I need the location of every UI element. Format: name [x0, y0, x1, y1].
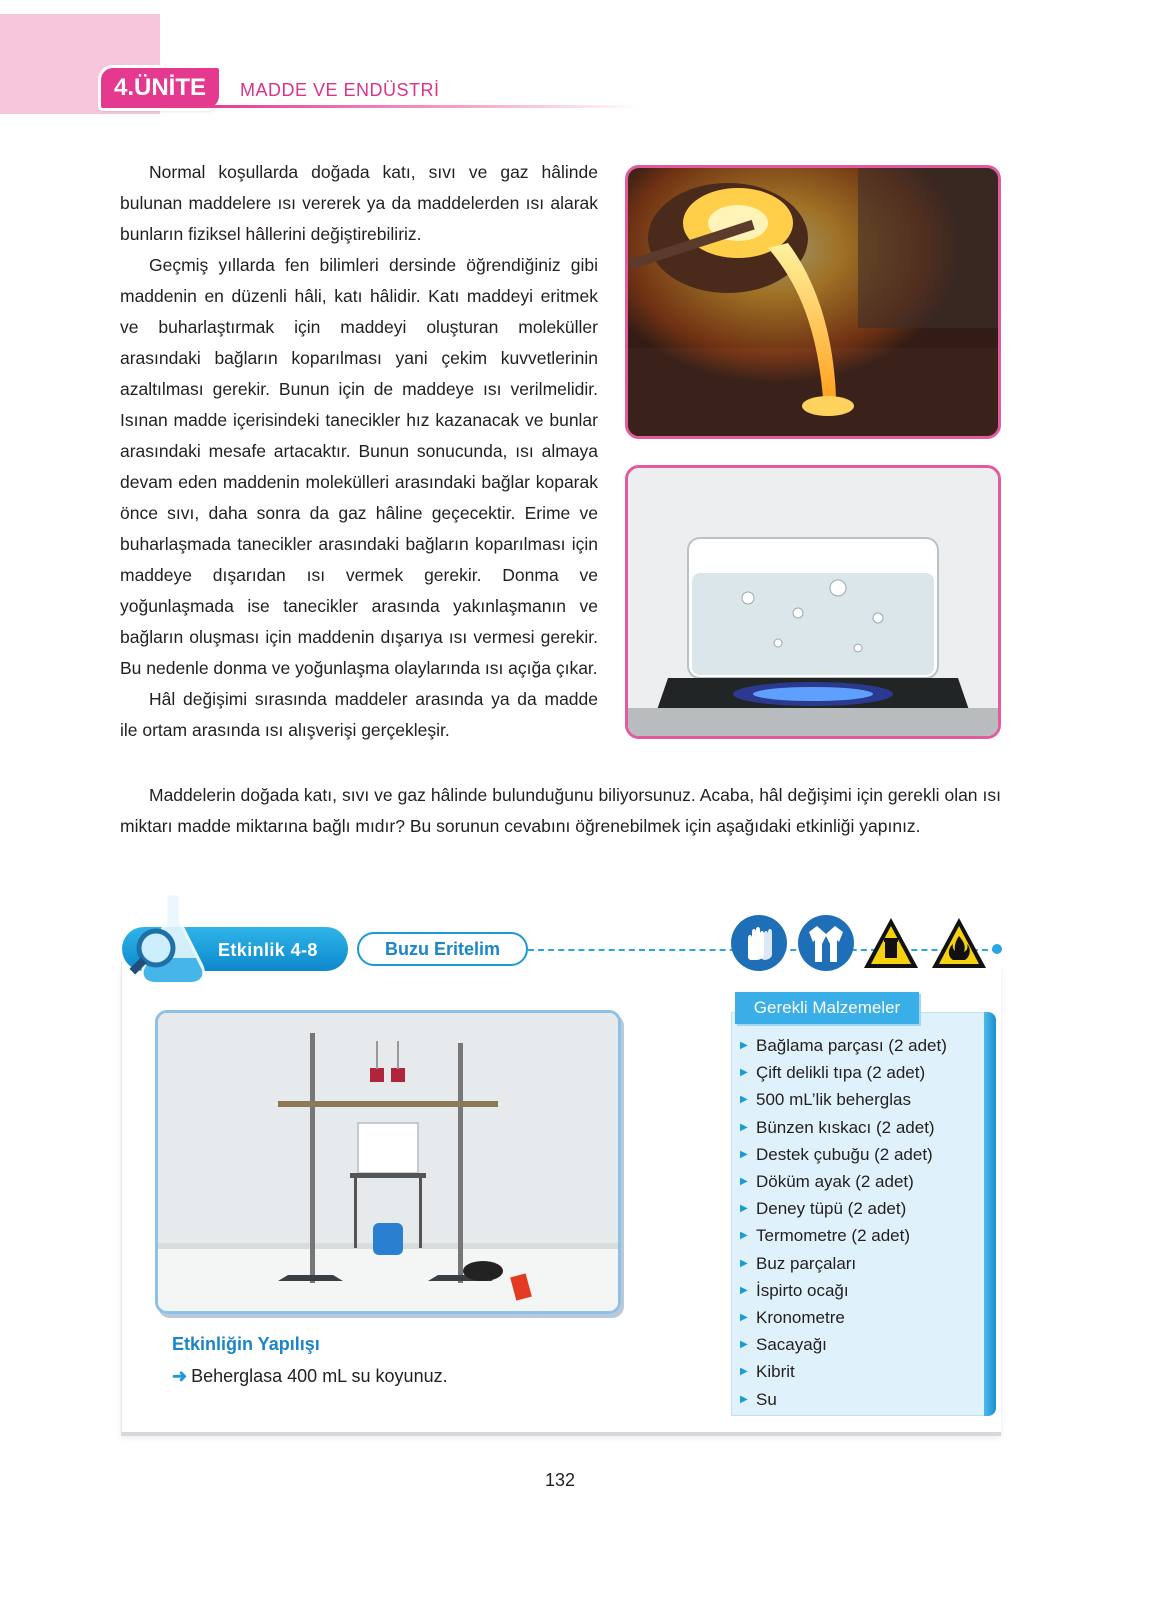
list-item: ▶ Kibrit [740, 1358, 947, 1385]
lab-coat-icon [797, 914, 855, 972]
activity-label: Etkinlik 4-8 [218, 940, 318, 960]
materials-title: Gerekli Malzemeler [735, 992, 919, 1024]
list-item: ▶ Buz parçaları [740, 1250, 947, 1277]
unit-badge: 4.ÜNİTE [101, 68, 219, 108]
header-divider [200, 105, 640, 108]
flammable-warning-icon [930, 914, 988, 972]
procedure-title: Etkinliğin Yapılışı [172, 1334, 320, 1354]
unit-title: MADDE VE ENDÜSTRİ [240, 80, 440, 100]
list-item: ▶ Termometre (2 adet) [740, 1222, 947, 1249]
bullet-icon: ▶ [740, 1121, 748, 1133]
bullet-icon: ▶ [740, 1284, 748, 1296]
dashed-divider-end [992, 944, 1002, 954]
toxic-warning-icon [862, 914, 920, 972]
list-item: ▶ Deney tüpü (2 adet) [740, 1195, 947, 1222]
lab-setup-photo [155, 1010, 621, 1314]
body-text-column [120, 157, 598, 746]
list-item: ▶ Bünzen kıskacı (2 adet) [740, 1114, 947, 1141]
flask-magnifier-icon [118, 888, 238, 988]
bullet-icon: ▶ [740, 1393, 748, 1405]
procedure-step-text: Beherglasa 400 mL su koyunuz. [191, 1366, 448, 1386]
gloves-icon [730, 914, 788, 972]
paragraph: Maddelerin doğada katı, sıvı ve gaz hâlinde bulunduğunu biliyorsunuz. Acaba, hâl değişimi için gerekli olan ısı miktarı madde miktarına bağlı mıdır? Bu sorunun cevabını öğrenebilmek için aşağıdaki etkinliği yapınız. [120, 785, 1001, 836]
bullet-icon: ▶ [740, 1257, 748, 1269]
bullet-icon: ▶ [740, 1148, 748, 1160]
bullet-icon: ▶ [740, 1203, 748, 1215]
procedure-step [172, 1366, 448, 1387]
bullet-icon: ▶ [740, 1230, 748, 1242]
list-item: ▶ Çift delikli tıpa (2 adet) [740, 1059, 947, 1086]
materials-panel-accent [984, 1012, 996, 1416]
bullet-icon: ▶ [740, 1040, 748, 1051]
paragraph: Geçmiş yıllarda fen bilimleri dersinde öğrendiğiniz gibi maddenin en düzenli hâli, katı hâlidir. Katı maddeyi eritmek ve buharlaştırmak için maddeyi oluşturan moleküller arasındaki bağların koparılması yani çekim kuvvetlerinin azaltılması gerekir. Bunun için de maddeye ısı verilmelidir. Isınan madde içerisindeki tanecikler hız kazanacak ve bunlar arasındaki mesafe artacaktır. Bunun sonucunda, ısı almaya devam eden maddenin molekülleri arasındaki bağlar koparak önce sıvı, daha sonra da gaz hâline geçecektir. Erime ve buharlaşmada tanecikler arasındaki bağların koparılması için maddeye dışarıdan ısı vermek gerekir. Donma ve yoğunlaşmada ise tanecikler arasında yakınlaşmanın ve bağların oluşması için maddenin dışarıya ısı vermesi gerekir. Bu nedenle donma ve yoğunlaşma olaylarında ısı açığa çıkar. [120, 255, 598, 678]
list-item: ▶ Su [740, 1386, 947, 1413]
list-item: ▶ Sacayağı [740, 1331, 947, 1358]
bullet-icon: ▶ [740, 1067, 748, 1079]
arrow-right-icon: ➜ [172, 1366, 188, 1386]
paragraph: Hâl değişimi sırasında maddeler arasında ya da madde ile ortam arasında ısı alışverişi gerçekleşir. [120, 689, 598, 740]
list-item: ▶ Döküm ayak (2 adet) [740, 1168, 947, 1195]
materials-list [740, 1032, 947, 1413]
boiling-water-photo [625, 465, 1001, 739]
molten-metal-photo [625, 165, 1001, 439]
list-item: ▶ İspirto ocağı [740, 1277, 947, 1304]
bullet-icon: ▶ [740, 1312, 748, 1324]
list-item: ▶ Destek çubuğu (2 adet) [740, 1141, 947, 1168]
bullet-icon: ▶ [740, 1339, 748, 1351]
bullet-icon: ▶ [740, 1094, 748, 1106]
activity-name: Buzu Eritelim [357, 932, 528, 966]
list-item: ▶ Bağlama parçası (2 adet) [740, 1032, 947, 1059]
list-item: ▶ Kronometre [740, 1304, 947, 1331]
page-number: 132 [545, 1470, 576, 1490]
body-text-full [120, 780, 1001, 842]
bullet-icon: ▶ [740, 1366, 748, 1378]
bullet-icon: ▶ [740, 1176, 748, 1188]
paragraph: Normal koşullarda doğada katı, sıvı ve gaz hâlinde bulunan maddelere ısı vererek ya da maddelerden ısı alarak bunların fiziksel hâllerini değiştirebiliriz. [120, 162, 598, 244]
list-item: ▶ 500 mL’lik beherglas [740, 1086, 947, 1113]
